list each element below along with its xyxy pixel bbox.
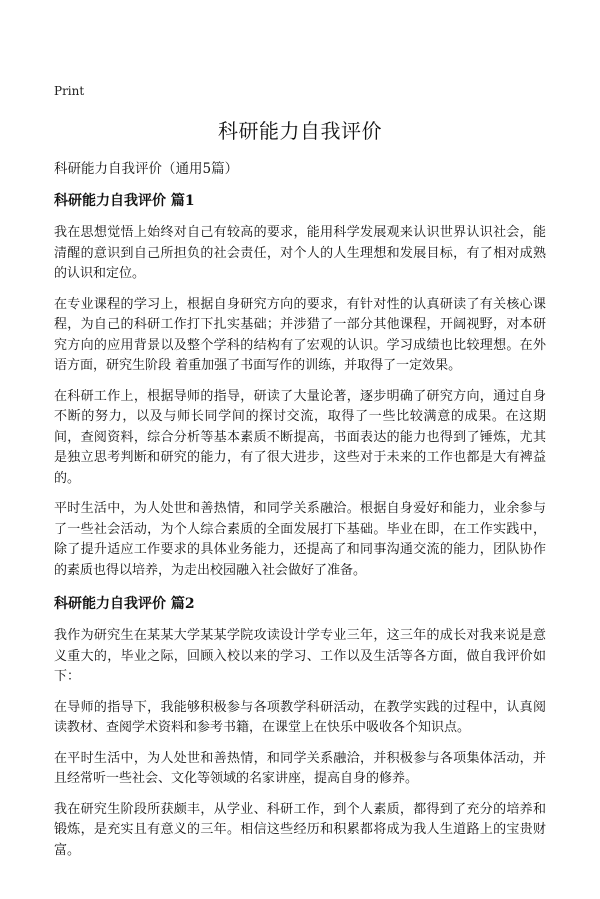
body-paragraph: 我作为研究生在某某大学某某学院攻读设计学专业三年，这三年的成长对我来说是意义重大的，毕业之际，回顾入校以来的学习、工作以及生活等各方面，做自我评价如下： — [54, 628, 546, 684]
body-paragraph: 在导师的指导下，我能够积极参与各项教学科研活动，在教学实践的过程中，认真阅读教材、查阅学术资料和参考书籍，在课堂上在快乐中吸收各个知识点。 — [54, 699, 546, 735]
body-paragraph: 在科研工作上，根据导师的指导，研读了大量论著，逐步明确了研究方向，通过自身不断的努力，以及与师长同学间的探讨交流，取得了一些比较满意的成果。在这期间，查阅资料，综合分析等基本素质不断提高，书面表达的能力也得到了锤炼，尤其是独立思考判断和研究的能力，有了很大进步，这些对于未来的工作也都是大有裨益的。 — [54, 388, 546, 486]
body-paragraph: 在专业课程的学习上，根据自身研究方向的要求，有针对性的认真研读了有关核心课程，为自己的科研工作打下扎实基础；并涉猎了一部分其他课程，开阔视野，对本研究方向的应用背景以及整个学科的结构有了宏观的认识。学习成绩也比较理想。在外语方面，研究生阶段 着重加强了书面写作的训练，并取得了一定效果。 — [54, 296, 546, 373]
document-subtitle: 科研能力自我评价（通用5篇） — [54, 161, 239, 177]
body-paragraph: 平时生活中，为人处世和善热情，和同学关系融洽。根据自身爱好和能力，业余参与了一些社会活动，为个人综合素质的全面发展打下基础。毕业在即，在工作实践中，除了提升适应工作要求的具体业务能力，还提高了和同事沟通交流的能力，团队协作的素质也得以培养，为走出校园融入社会做好了准备。 — [54, 501, 546, 578]
article-section-1 — [54, 192, 546, 581]
body-paragraph: 我在思想觉悟上始终对自己有较高的要求，能用科学发展观来认识世界认识社会，能清醒的意识到自己所担负的社会责任，对个人的人生理想和发展目标，有了相对成熟的认识和定位。 — [54, 225, 546, 281]
print-link[interactable]: Print — [54, 84, 85, 98]
article-section-2 — [54, 595, 546, 861]
section-heading: 科研能力自我评价 篇2 — [54, 596, 195, 612]
section-heading: 科研能力自我评价 篇1 — [54, 193, 195, 209]
body-paragraph: 在平时生活中，为人处世和善热情，和同学关系融洽，并积极参与各项集体活动，并且经常听一些社会、文化等领域的名家讲座，提高自身的修养。 — [54, 750, 546, 786]
page-title: 科研能力自我评价 — [218, 119, 382, 143]
body-paragraph: 我在研究生阶段所获颇丰，从学业、科研工作，到个人素质，都得到了充分的培养和锻炼，是充实且有意义的三年。相信这些经历和积累都将成为我人生道路上的宝贵财富。 — [54, 801, 546, 858]
